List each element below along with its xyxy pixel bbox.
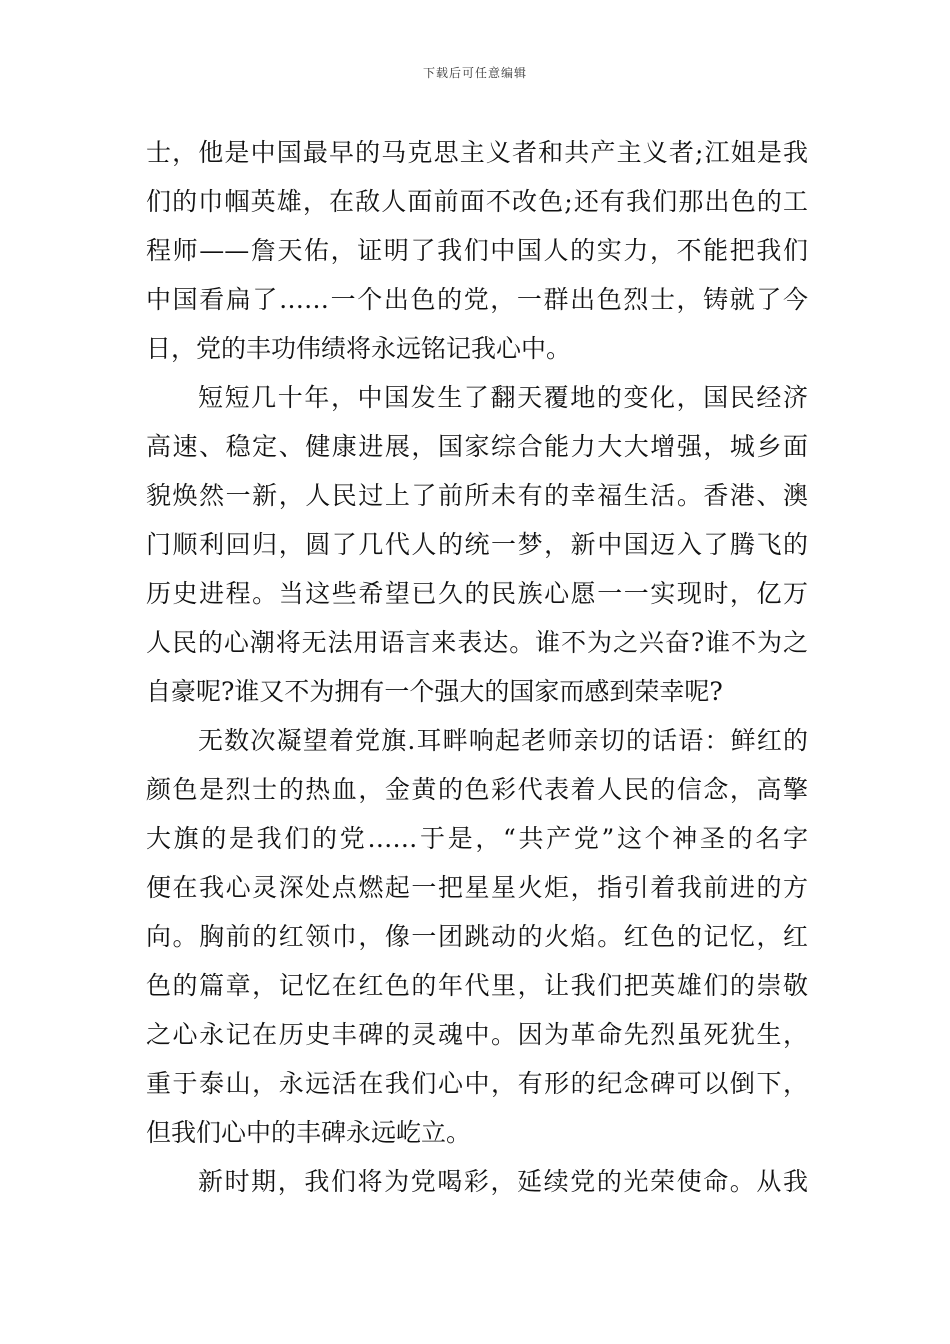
text-line: 大旗的是我们的党……于是，“共产党”这个神圣的名字: [146, 824, 808, 853]
text-line: 向。胸前的红领巾，像一团跳动的火焰。红色的记忆，红: [146, 922, 808, 951]
document-body: [146, 128, 808, 1206]
text-line: 无数次凝望着党旗.耳畔响起老师亲切的话语：鲜红的: [198, 726, 808, 755]
text-line: 之心永记在历史丰碑的灵魂中。因为革命先烈虽死犹生，: [146, 1020, 808, 1049]
text-line: 日，党的丰功伟绩将永远铭记我心中。: [146, 334, 572, 363]
text-line: 新时期，我们将为党喝彩，延续党的光荣使命。从我: [198, 1167, 808, 1196]
text-line: 貌焕然一新，人民过上了前所未有的幸福生活。香港、澳: [146, 481, 808, 510]
text-line: 士，他是中国最早的马克思主义者和共产主义者;江姐是我: [146, 138, 808, 167]
text-line: 便在我心灵深处点燃起一把星星火炬，指引着我前进的方: [146, 873, 808, 902]
text-line: 中国看扁了……一个出色的党，一群出色烈士，铸就了今: [146, 285, 808, 314]
text-line: 们的巾帼英雄，在敌人面前面不改色;还有我们那出色的工: [146, 187, 808, 216]
text-line: 人民的心潮将无法用语言来表达。谁不为之兴奋?谁不为之: [146, 628, 808, 657]
text-line: 门顺利回归，圆了几代人的统一梦，新中国迈入了腾飞的: [146, 530, 808, 559]
text-line: 自豪呢?谁又不为拥有一个强大的国家而感到荣幸呢?: [146, 677, 723, 706]
page-header: 下载后可任意编辑: [422, 66, 527, 80]
text-line: 历史进程。当这些希望已久的民族心愿一一实现时，亿万: [146, 579, 808, 608]
text-line: 颜色是烈士的热血，金黄的色彩代表着人民的信念，高擎: [146, 775, 808, 804]
text-line: 重于泰山，永远活在我们心中，有形的纪念碑可以倒下，: [146, 1069, 808, 1098]
text-line: 高速、稳定、健康进展，国家综合能力大大增强，城乡面: [146, 432, 808, 461]
text-line: 色的篇章，记忆在红色的年代里，让我们把英雄们的崇敬: [146, 971, 808, 1000]
text-line: 程师——詹天佑，证明了我们中国人的实力，不能把我们: [146, 236, 808, 265]
text-line: 短短几十年，中国发生了翻天覆地的变化，国民经济: [198, 383, 808, 412]
text-line: 但我们心中的丰碑永远屹立。: [146, 1118, 472, 1147]
